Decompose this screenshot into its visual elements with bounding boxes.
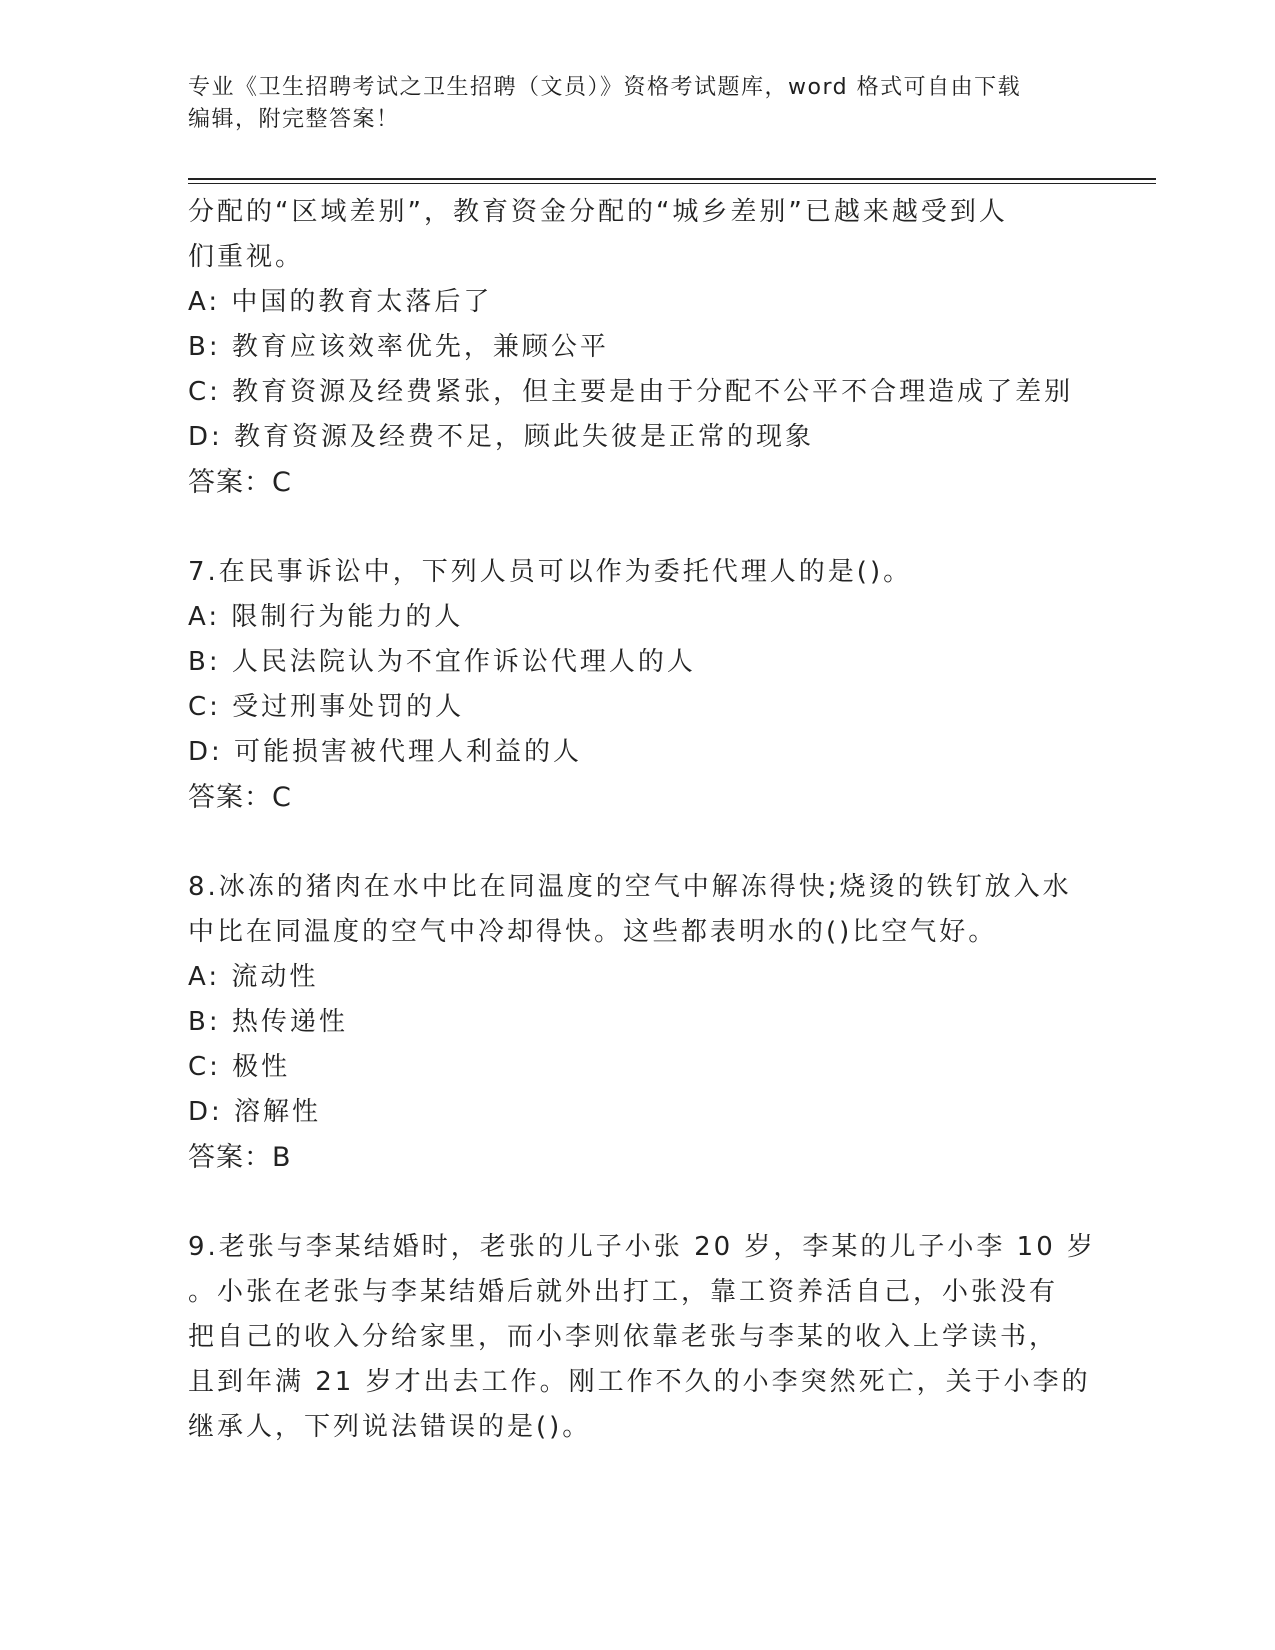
question-list [188,190,1097,1450]
answer-label: 答案：B [188,1142,292,1173]
option-c: C: 教育资源及经费紧张，但主要是由于分配不公平不合理造成了差别 [188,377,1074,407]
question-stem-line: 分配的“区域差别”，教育资金分配的“城乡差别”已越来越受到人 [188,197,1008,227]
question-6 [188,190,1088,505]
question-stem-line: 中比在同温度的空气中冷却得快。这些都表明水的()比空气好。 [188,917,998,947]
option-d: D: 可能损害被代理人利益的人 [188,737,583,767]
document-header [188,72,1068,136]
question-stem-line: 9.老张与李某结婚时，老张的儿子小张 20 岁，李某的儿子小李 10 岁 [188,1232,1097,1262]
option-c: C: 极性 [188,1052,291,1082]
option-b: B: 教育应该效率优先，兼顾公平 [188,332,609,362]
question-stem-line: 继承人，下列说法错误的是()。 [188,1412,592,1442]
option-d: D: 溶解性 [188,1097,322,1127]
header-line-1: 专业《卫生招聘考试之卫生招聘（文员）》资格考试题库，word 格式可自由下载 [188,75,1022,100]
option-b: B: 热传递性 [188,1007,348,1037]
question-stem-line: 们重视。 [188,242,305,272]
header-line-2: 编辑，附完整答案！ [188,107,400,132]
header-divider-thick [188,178,1156,180]
question-stem-line: 把自己的收入分给家里，而小李则依靠老张与李某的收入上学读书， [188,1322,1059,1352]
question-stem-line: 。小张在老张与李某结婚后就外出打工，靠工资养活自己，小张没有 [188,1277,1059,1307]
spacer [188,820,1088,865]
answer-label: 答案：C [188,782,292,813]
option-a: A: 限制行为能力的人 [188,602,464,632]
question-8 [188,865,1088,1180]
question-stem-line: 7.在民事诉讼中，下列人员可以作为委托代理人的是()。 [188,557,913,587]
option-b: B: 人民法院认为不宜作诉讼代理人的人 [188,647,696,677]
option-a: A: 中国的教育太落后了 [188,287,493,317]
option-d: D: 教育资源及经费不足，顾此失彼是正常的现象 [188,422,815,452]
question-stem-line: 8.冰冻的猪肉在水中比在同温度的空气中解冻得快;烧烫的铁钉放入水 [188,872,1072,902]
option-c: C: 受过刑事处罚的人 [188,692,465,722]
question-7 [188,550,1088,820]
answer-label: 答案：C [188,467,292,498]
question-9 [188,1225,1097,1450]
question-stem-line: 且到年满 21 岁才出去工作。刚工作不久的小李突然死亡，关于小李的 [188,1367,1091,1397]
spacer [188,1180,1088,1225]
header-divider-thin [188,183,1156,184]
spacer [188,505,1088,550]
option-a: A: 流动性 [188,962,319,992]
